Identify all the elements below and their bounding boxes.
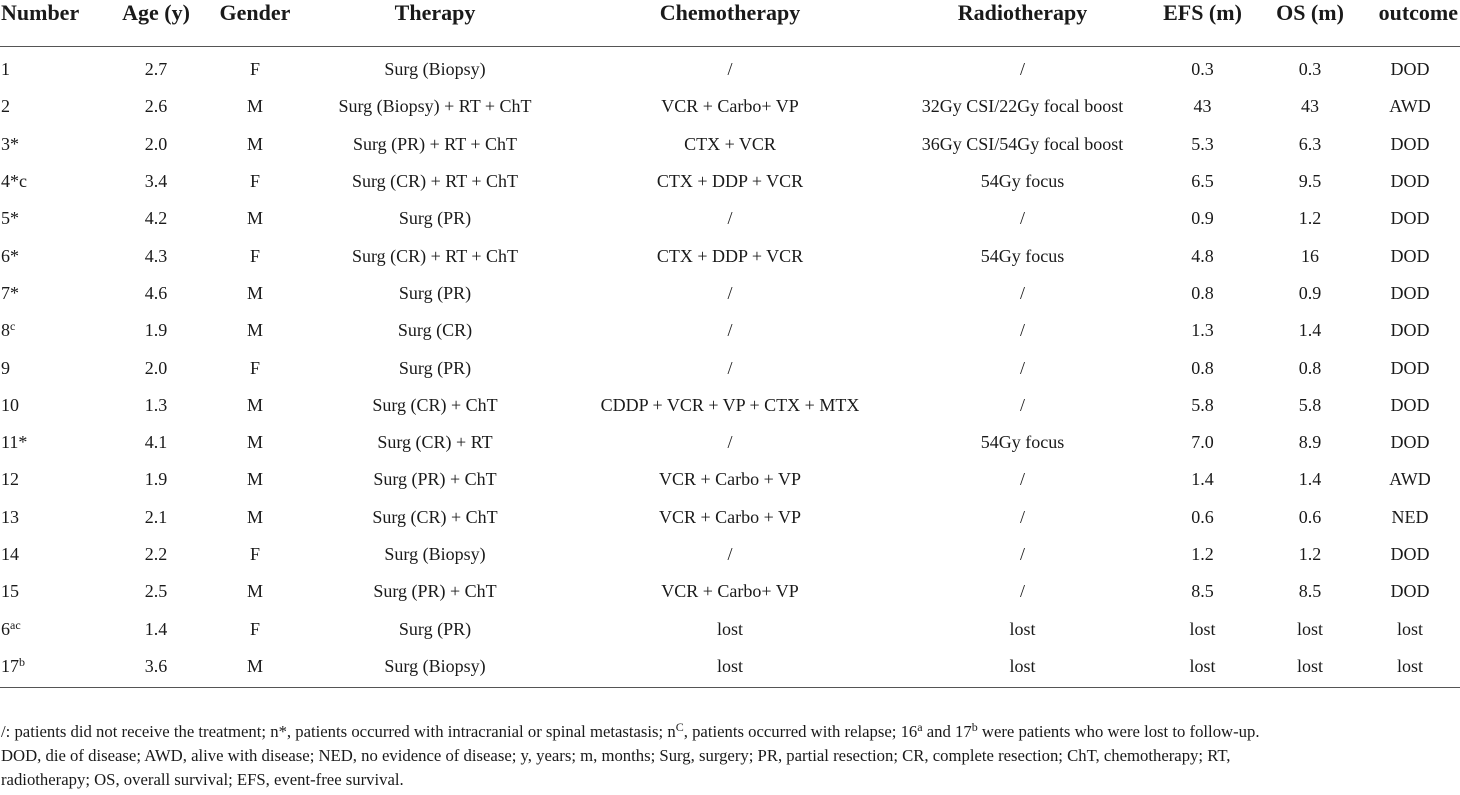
header-age: Age (y): [112, 0, 200, 47]
cell-outcome: DOD: [1390, 208, 1430, 229]
cell-radiotherapy: 54Gy focus: [980, 171, 1065, 192]
cell-therapy: Surg (CR): [397, 320, 473, 341]
cell-gender: F: [249, 245, 260, 266]
cell-gender: F: [249, 171, 260, 192]
cell-number: 9: [1, 357, 10, 378]
cell-chemotherapy: /: [727, 59, 733, 80]
table-row: [0, 387, 1460, 424]
cell-therapy: Surg (CR) + RT + ChT: [351, 245, 519, 266]
cell-age: 2.1: [144, 506, 168, 527]
table-row: [0, 163, 1460, 200]
table-row: [0, 47, 1460, 89]
cell-chemotherapy: CDDP + VCR + VP + CTX + MTX: [600, 394, 860, 415]
cell-efs: 5.3: [1191, 133, 1214, 154]
cell-radiotherapy: 32Gy CSI/22Gy focal boost: [921, 96, 1124, 117]
cell-os: 43: [1301, 96, 1319, 117]
cell-chemotherapy: VCR + Carbo+ VP: [661, 96, 799, 117]
cell-number: 14: [1, 544, 19, 564]
cell-number: 7*: [1, 282, 19, 303]
table-header-row: [0, 0, 1460, 47]
cell-efs: 1.2: [1191, 544, 1214, 564]
cell-number: 15: [1, 581, 19, 602]
cell-therapy: Surg (CR) + ChT: [372, 506, 498, 527]
cell-age: 1.3: [144, 394, 168, 415]
cell-chemotherapy: CTX + DDP + VCR: [656, 245, 804, 266]
table-row: [0, 424, 1460, 461]
cell-chemotherapy: lost: [716, 618, 743, 639]
cell-efs: 43: [1193, 96, 1212, 117]
cell-number: $6^{ac}$: [1, 617, 21, 639]
cell-number: 3*: [1, 133, 19, 154]
cell-outcome: DOD: [1390, 357, 1430, 378]
cell-therapy: Surg (CR) + ChT: [372, 394, 498, 415]
cell-os: 0.6: [1298, 506, 1322, 527]
cell-number: 8$^c$: [1, 319, 16, 341]
cell-efs: 6.5: [1191, 171, 1214, 192]
table-row: [0, 499, 1460, 536]
cell-age: 2.0: [144, 133, 168, 154]
table-body: [0, 47, 1460, 688]
cell-os: 8.5: [1298, 581, 1322, 602]
cell-number: 17$^b$: [0, 648, 112, 688]
cell-os: 9.5: [1298, 171, 1322, 192]
cell-chemotherapy: /: [727, 320, 733, 341]
cell-radiotherapy: /: [1019, 59, 1025, 80]
cell-outcome: DOD: [1390, 133, 1430, 154]
cell-therapy: Surg (PR): [398, 357, 472, 378]
table-row: [0, 88, 1460, 125]
cell-therapy: Surg (PR) + ChT: [373, 581, 497, 602]
cell-number: 5*: [1, 208, 19, 229]
header-radiotherapy: Radiotherapy: [900, 0, 1145, 47]
cell-outcome: DOD: [1390, 59, 1430, 80]
cell-gender: M: [246, 208, 263, 229]
header-chemotherapy: Chemotherapy: [560, 0, 900, 47]
cell-age: 4.2: [144, 208, 168, 229]
cell-therapy: Surg (PR): [398, 208, 472, 229]
cell-efs: 8.5: [1191, 581, 1214, 602]
table-row: [0, 610, 1460, 647]
cell-efs: 7.0: [1191, 432, 1214, 453]
cell-radiotherapy: /: [1019, 506, 1025, 527]
cell-outcome: DOD: [1390, 171, 1430, 192]
cell-age: 3.6: [112, 648, 200, 688]
cell-therapy: Surg (CR) + RT + ChT: [351, 171, 519, 192]
cell-efs: lost: [1145, 648, 1260, 688]
cell-age: 4.1: [144, 432, 168, 453]
table-row: [0, 536, 1460, 573]
cell-radiotherapy: lost: [900, 648, 1145, 688]
cell-age: 1.9: [144, 469, 168, 490]
table-row: [0, 349, 1460, 386]
cell-gender: F: [249, 59, 260, 80]
cell-efs: 0.6: [1191, 506, 1214, 527]
cell-os: 8.9: [1298, 432, 1322, 453]
footnote-marker: b: [19, 654, 25, 669]
cell-efs: 0.3: [1191, 59, 1214, 80]
cell-os: lost: [1296, 618, 1323, 639]
cell-therapy: Surg (PR): [398, 618, 472, 639]
cell-gender: F: [249, 357, 260, 378]
cell-gender: M: [246, 432, 263, 453]
table-row: [0, 573, 1460, 610]
cell-age: 2.0: [144, 357, 168, 378]
footnote-marker: ac: [10, 617, 21, 632]
cell-gender: M: [246, 506, 263, 527]
cell-therapy: Surg (Biopsy): [384, 59, 486, 80]
cell-efs: 5.8: [1191, 394, 1214, 415]
cell-gender: F: [249, 618, 260, 639]
cell-efs: 0.8: [1191, 357, 1214, 378]
cell-number: 2: [1, 96, 10, 117]
cell-radiotherapy: 36Gy CSI/54Gy focal boost: [921, 133, 1124, 154]
cell-radiotherapy: /: [1019, 282, 1025, 303]
table-row: [0, 275, 1460, 312]
cell-number: 1: [1, 59, 10, 80]
cell-radiotherapy: /: [1019, 544, 1025, 564]
cell-os: 6.3: [1298, 133, 1322, 154]
cell-therapy: Surg (Biopsy) + RT + ChT: [338, 96, 532, 117]
cell-os: 1.2: [1298, 208, 1322, 229]
cell-gender: F: [249, 544, 260, 564]
cell-gender: M: [246, 469, 263, 490]
header-therapy: Therapy: [310, 0, 560, 47]
cell-os: 5.8: [1298, 394, 1322, 415]
cell-age: 2.2: [144, 544, 168, 564]
cell-os: 16: [1301, 245, 1319, 266]
cell-therapy: Surg (Biopsy): [384, 544, 486, 564]
footnote-line-1: /: patients did not receive the treatment; n*, patients occurred with intracranial or spinal metastasis; $n^C$, patients occurred with relapse; 16$^a$ and 17$^b$ were patients who were lost to follow-up.: [1, 720, 1260, 741]
cell-radiotherapy: /: [1019, 320, 1025, 341]
cell-os: 0.9: [1298, 282, 1322, 303]
cell-number: 12: [1, 469, 19, 490]
table-row: [0, 237, 1460, 274]
table-row: [0, 200, 1460, 237]
cell-chemotherapy: CTX + DDP + VCR: [656, 171, 804, 192]
cell-efs: 0.8: [1191, 282, 1214, 303]
cell-number: 6*: [1, 245, 19, 266]
cell-chemotherapy: /: [727, 432, 733, 453]
cell-outcome: DOD: [1390, 581, 1430, 602]
cell-therapy: Surg (Biopsy): [310, 648, 560, 688]
cell-os: 1.2: [1298, 544, 1322, 564]
header-number: Number: [0, 0, 112, 47]
cell-os: 0.8: [1298, 357, 1322, 378]
cell-number: 13: [1, 506, 19, 527]
cell-outcome: DOD: [1390, 394, 1430, 415]
cell-os: 0.3: [1298, 59, 1322, 80]
cell-radiotherapy: /: [1019, 357, 1025, 378]
cell-chemotherapy: lost: [560, 648, 900, 688]
cell-os: 1.4: [1298, 320, 1322, 341]
table-row: [0, 126, 1460, 163]
cell-therapy: Surg (CR) + RT: [377, 432, 493, 453]
cell-radiotherapy: lost: [1009, 618, 1036, 639]
cell-outcome: DOD: [1390, 544, 1430, 564]
cell-efs: lost: [1189, 618, 1216, 639]
cell-therapy: Surg (PR): [398, 282, 472, 303]
cell-radiotherapy: 54Gy focus: [980, 245, 1065, 266]
cell-gender: M: [246, 581, 263, 602]
header-os: OS (m): [1260, 0, 1360, 47]
cell-radiotherapy: /: [1019, 469, 1025, 490]
footnote-marker: c: [10, 319, 16, 334]
cell-age: 2.6: [144, 96, 168, 117]
cell-age: 2.5: [144, 581, 168, 602]
cell-outcome: lost: [1360, 648, 1460, 688]
cell-efs: 0.9: [1191, 208, 1214, 229]
cell-number: 10: [1, 394, 19, 415]
cell-chemotherapy: /: [727, 544, 733, 564]
cell-number: 11*: [1, 432, 28, 453]
cell-gender: M: [246, 394, 263, 415]
header-gender: Gender: [200, 0, 310, 47]
cell-chemotherapy: /: [727, 208, 733, 229]
cell-chemotherapy: VCR + Carbo + VP: [659, 506, 801, 527]
cell-radiotherapy: /: [1019, 208, 1025, 229]
cell-number: 4*c: [1, 171, 27, 192]
footnote-line-2: DOD, die of disease; AWD, alive with disease; NED, no evidence of disease; y, years; m, months; Surg, surgery; PR, partial resection; CR, complete resection; ChT, chemotherapy; RT,: [1, 746, 1231, 765]
cell-gender: M: [246, 96, 263, 117]
cell-age: 4.6: [144, 282, 168, 303]
cell-chemotherapy: VCR + Carbo + VP: [659, 469, 801, 490]
cell-radiotherapy: /: [1019, 581, 1025, 602]
cell-therapy: Surg (PR) + ChT: [373, 469, 497, 490]
table-row: [0, 648, 1460, 688]
table-footnote: [1, 720, 1459, 792]
cell-os: lost: [1260, 648, 1360, 688]
cell-efs: 1.3: [1191, 320, 1214, 341]
cell-outcome: DOD: [1390, 245, 1430, 266]
cell-chemotherapy: VCR + Carbo+ VP: [661, 581, 799, 602]
cell-gender: M: [246, 320, 263, 341]
cell-outcome: DOD: [1390, 282, 1430, 303]
cell-outcome: DOD: [1390, 320, 1430, 341]
cell-age: 3.4: [144, 171, 168, 192]
cell-radiotherapy: 54Gy focus: [980, 432, 1065, 453]
cell-outcome: AWD: [1389, 469, 1431, 490]
cell-age: 1.9: [144, 320, 168, 341]
footnote-line-3: radiotherapy; OS, overall survival; EFS, event-free survival.: [1, 770, 404, 789]
cell-age: 1.4: [144, 618, 168, 639]
cell-outcome: AWD: [1389, 96, 1431, 117]
cell-gender: M: [200, 648, 310, 688]
cell-radiotherapy: /: [1019, 394, 1025, 415]
cell-efs: 4.8: [1191, 245, 1214, 266]
cell-outcome: DOD: [1390, 432, 1430, 453]
cell-age: 2.7: [144, 59, 168, 80]
cell-os: 1.4: [1298, 469, 1322, 490]
cell-outcome: lost: [1396, 618, 1423, 639]
cell-age: 4.3: [144, 245, 168, 266]
cell-chemotherapy: CTX + VCR: [684, 133, 776, 154]
cell-outcome: NED: [1391, 506, 1429, 527]
cell-gender: M: [246, 282, 263, 303]
cell-gender: M: [246, 133, 263, 154]
cell-efs: 1.4: [1191, 469, 1214, 490]
cell-chemotherapy: /: [727, 357, 733, 378]
table-row: [0, 312, 1460, 349]
header-outcome: outcome: [1360, 0, 1460, 47]
cell-therapy: Surg (PR) + RT + ChT: [352, 133, 518, 154]
table-row: [0, 461, 1460, 498]
header-efs: EFS (m): [1145, 0, 1260, 47]
cell-chemotherapy: /: [727, 282, 733, 303]
